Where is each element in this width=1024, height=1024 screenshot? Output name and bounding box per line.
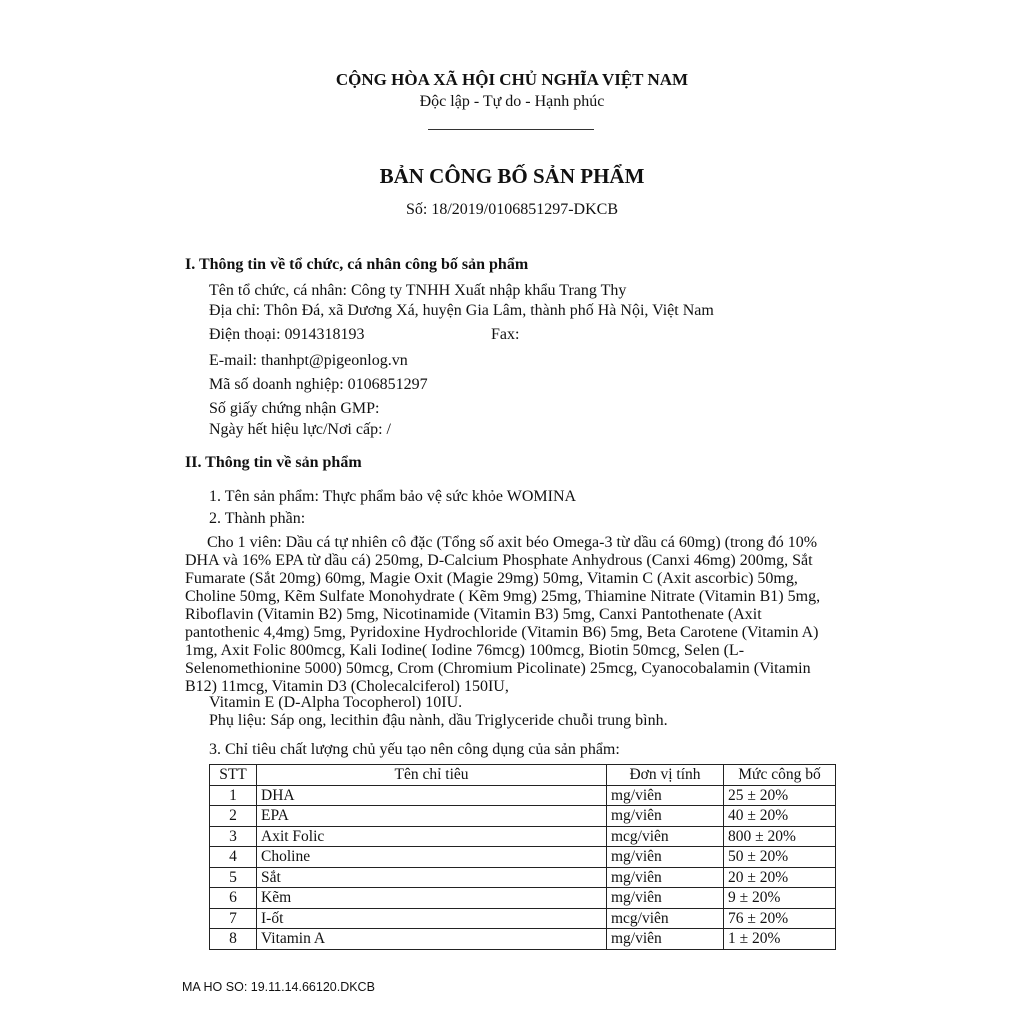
table-row (210, 908, 836, 929)
cell-unit: mg/viên (607, 929, 724, 950)
header-divider (428, 129, 594, 130)
national-motto: Độc lập - Tự do - Hạnh phúc (419, 93, 605, 110)
document-number: Số: 18/2019/0106851297-DKCB (405, 201, 618, 218)
table-header-row (210, 765, 836, 786)
cell-name: DHA (257, 785, 607, 806)
cell-stt: 4 (210, 847, 257, 868)
cell-stt: 1 (210, 785, 257, 806)
gmp-certificate: Số giấy chứng nhận GMP: (209, 400, 380, 417)
cell-stt: 8 (210, 929, 257, 950)
cell-value: 800 ± 20% (724, 826, 836, 847)
column-header-value: Mức công bố (724, 765, 836, 786)
cell-unit: mcg/viên (607, 908, 724, 929)
organization-fax: Fax: (491, 326, 520, 343)
cell-unit: mg/viên (607, 888, 724, 909)
cell-name: Vitamin A (257, 929, 607, 950)
product-name: 1. Tên sản phẩm: Thực phẩm bảo vệ sức khỏe WOMINA (209, 488, 577, 505)
cell-name: Axit Folic (257, 826, 607, 847)
organization-phone: Điện thoại: 0914318193 (209, 326, 365, 343)
section-1-heading: I. Thông tin về tổ chức, cá nhân công bố sản phẩm (185, 256, 529, 273)
business-code: Mã số doanh nghiệp: 0106851297 (209, 376, 428, 393)
table-row (210, 785, 836, 806)
cell-value: 76 ± 20% (724, 908, 836, 929)
quality-table (209, 764, 836, 950)
excipients: Phụ liệu: Sáp ong, lecithin đậu nành, dầu Triglyceride chuỗi trung bình. (209, 712, 668, 729)
column-header-unit: Đơn vị tính (607, 765, 724, 786)
ingredients-paragraph: Cho 1 viên: Dầu cá tự nhiên cô đặc (Tổng số axit béo Omega-3 từ dầu cá 60mg) (trong đó 10% DHA và 16% EPA từ dầu cá) 250mg, D-Calcium Phosphate Anhydrous (Canxi 46mg) 200mg, Sắt Fumarate (Sắt 20mg) 60mg, Magie Oxit (Magie 29mg) 50mg, Vitamin C (Axit ascorbic) 50mg, Choline 50mg, Kẽm Sulfate Monohydrate ( Kẽm 9mg) 25mg, Thiamine Nitrate (Vitamin B1) 5mg, Riboflavin (Vitamin B2) 5mg, Nicotinamide (Vitamin B3) 5mg, Canxi Pantothenate (Axit pantothenic 4,4mg) 5mg, Pyridoxine Hydrochloride (Vitamin B6) 5mg, Beta Carotene (Vitamin A) 1mg, Axit Folic 800mcg, Kali Iodine( Iodine 76mcg) 100mcg, Biotin 50mcg, Selen (L-Selenomethionine 5000) 50mcg, Crom (Chromium Picolinate) 25mcg, Cyanocobalamin (Vitamin B12) 11mcg, Vitamin D3 (Cholecalciferol) 150IU, (185, 534, 821, 695)
cell-unit: mcg/viên (607, 826, 724, 847)
ingredients-last-line: Vitamin E (D-Alpha Tocopherol) 10IU. (209, 694, 463, 711)
cell-stt: 5 (210, 867, 257, 888)
cell-value: 40 ± 20% (724, 806, 836, 827)
cell-value: 9 ± 20% (724, 888, 836, 909)
table-row (210, 806, 836, 827)
expiry-issuer: Ngày hết hiệu lực/Nơi cấp: / (209, 421, 391, 438)
cell-unit: mg/viên (607, 806, 724, 827)
cell-value: 1 ± 20% (724, 929, 836, 950)
national-title: CỘNG HÒA XÃ HỘI CHỦ NGHĨA VIỆT NAM (335, 70, 689, 89)
cell-stt: 2 (210, 806, 257, 827)
table-row (210, 888, 836, 909)
section-2-heading: II. Thông tin về sản phẩm (185, 454, 362, 471)
table-row (210, 826, 836, 847)
document-title: BẢN CÔNG BỐ SẢN PHẨM (379, 164, 645, 188)
cell-value: 50 ± 20% (724, 847, 836, 868)
cell-name: Sắt (257, 867, 607, 888)
quality-criteria-label: 3. Chỉ tiêu chất lượng chủ yếu tạo nên công dụng của sản phẩm: (209, 741, 620, 758)
column-header-name: Tên chỉ tiêu (257, 765, 607, 786)
organization-name: Tên tổ chức, cá nhân: Công ty TNHH Xuất nhập khẩu Trang Thy (209, 282, 627, 299)
organization-address: Địa chỉ: Thôn Đá, xã Dương Xá, huyện Gia Lâm, thành phố Hà Nội, Việt Nam (209, 302, 714, 319)
cell-stt: 7 (210, 908, 257, 929)
cell-name: I-ốt (257, 908, 607, 929)
cell-unit: mg/viên (607, 867, 724, 888)
cell-stt: 6 (210, 888, 257, 909)
cell-stt: 3 (210, 826, 257, 847)
cell-value: 20 ± 20% (724, 867, 836, 888)
table-row (210, 847, 836, 868)
record-code: MA HO SO: 19.11.14.66120.DKCB (182, 980, 375, 994)
cell-unit: mg/viên (607, 785, 724, 806)
organization-email: E-mail: thanhpt@pigeonlog.vn (209, 352, 408, 369)
composition-label: 2. Thành phần: (209, 510, 306, 527)
cell-value: 25 ± 20% (724, 785, 836, 806)
table-row (210, 867, 836, 888)
cell-name: Choline (257, 847, 607, 868)
cell-name: Kẽm (257, 888, 607, 909)
cell-unit: mg/viên (607, 847, 724, 868)
table-row (210, 929, 836, 950)
column-header-stt: STT (210, 765, 257, 786)
cell-name: EPA (257, 806, 607, 827)
